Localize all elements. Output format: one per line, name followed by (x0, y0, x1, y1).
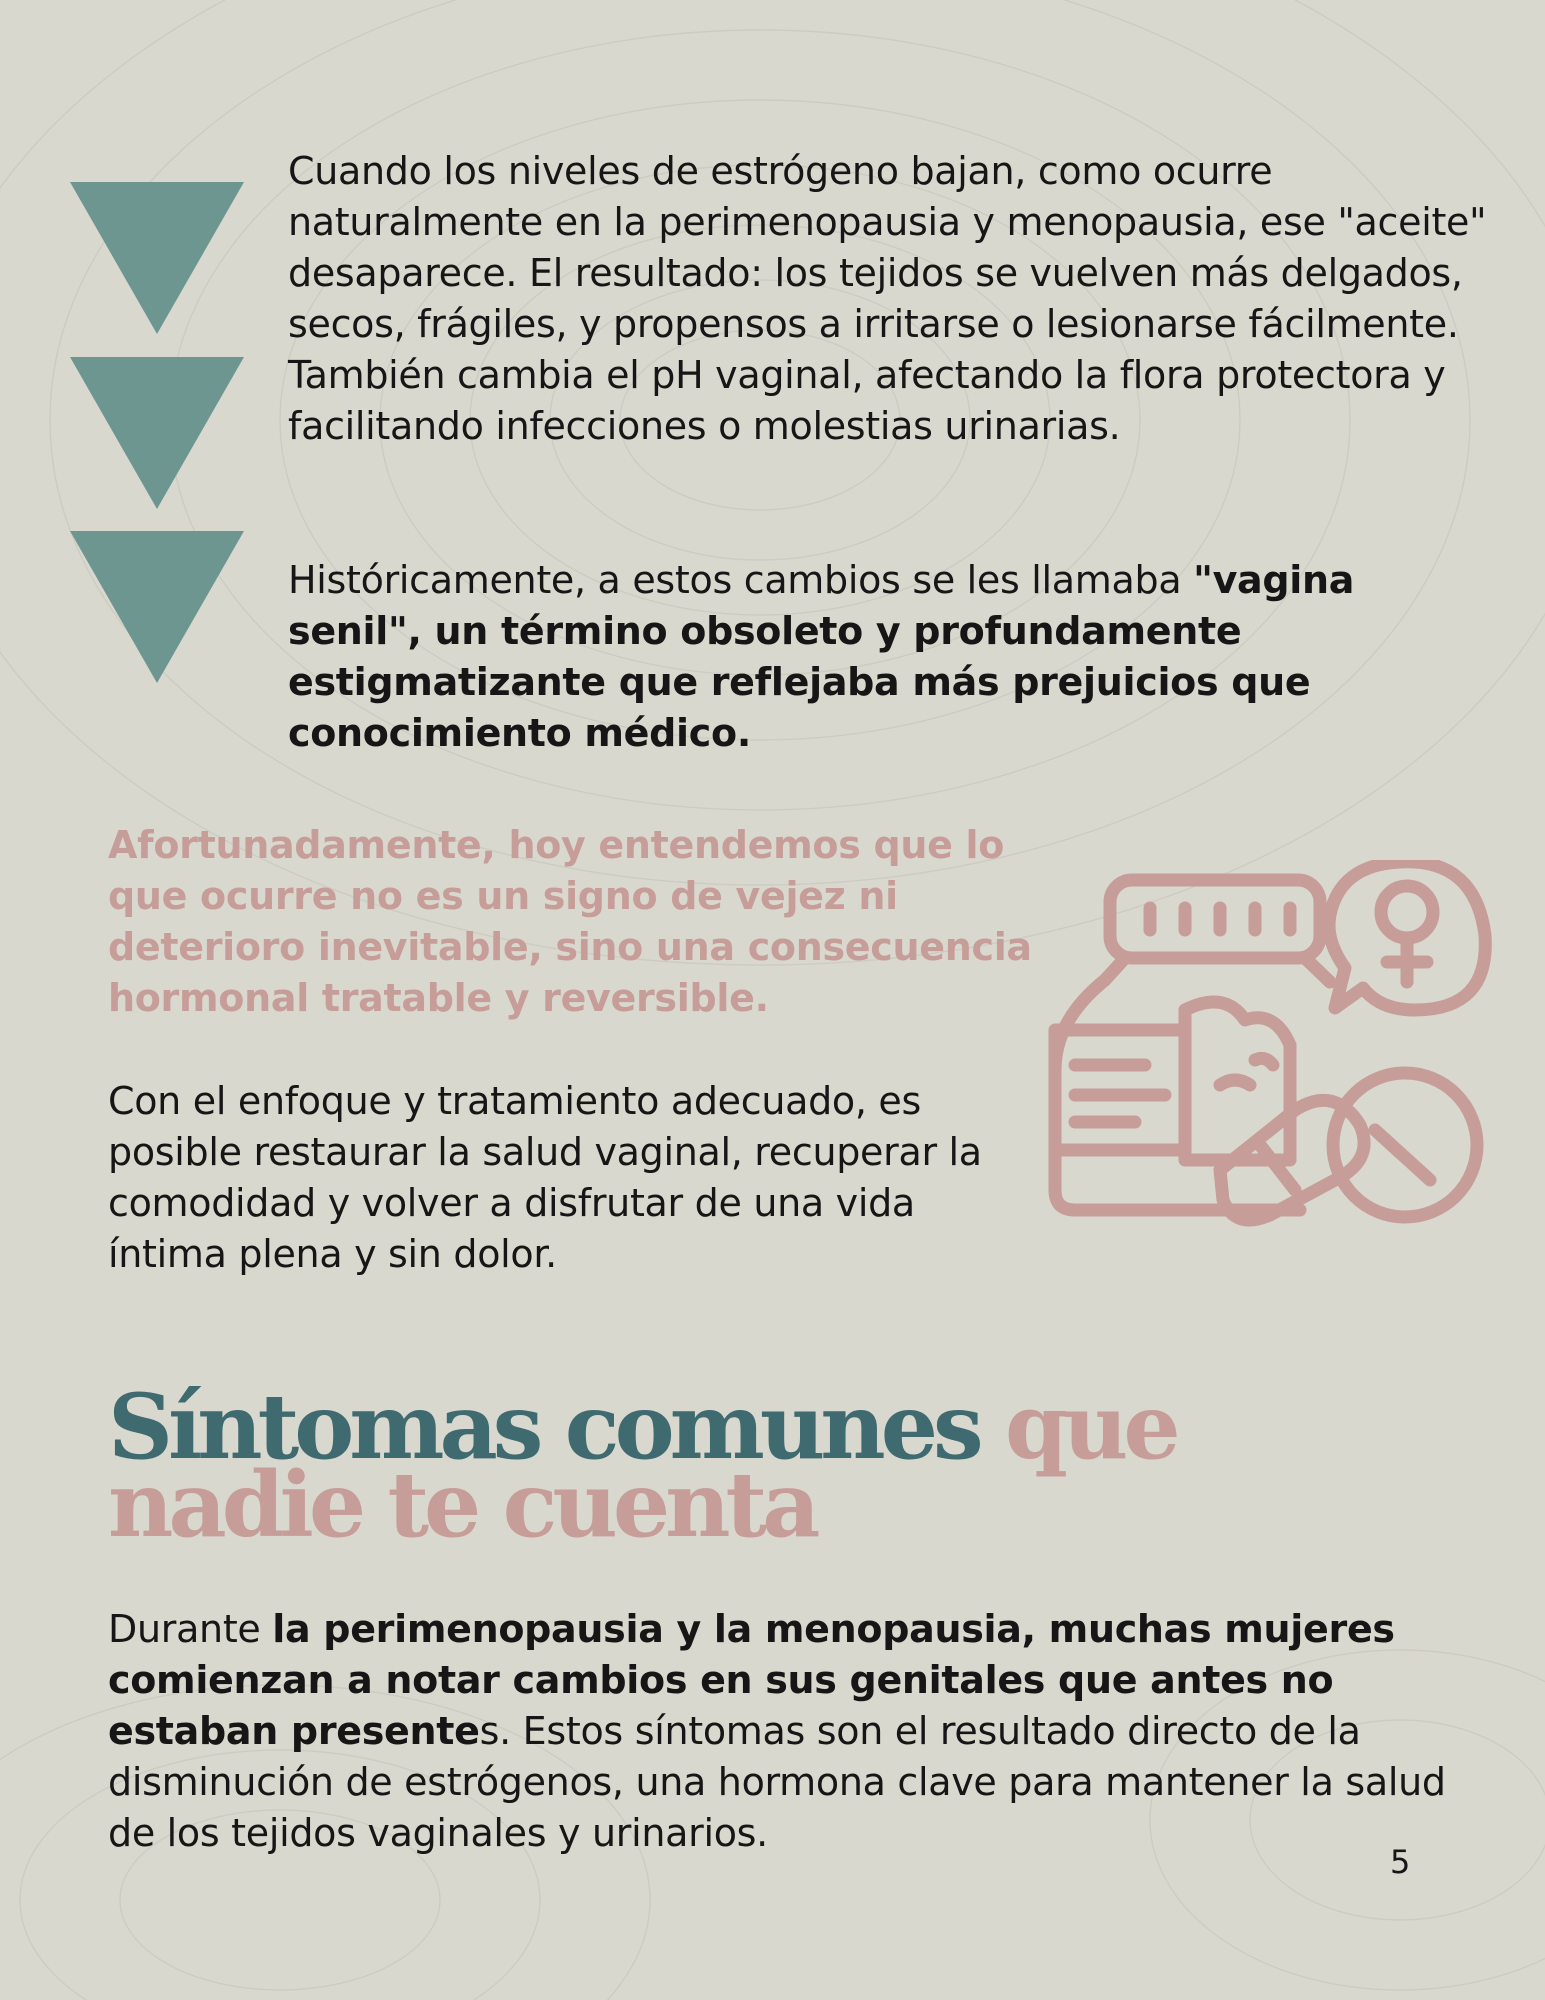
history-paragraph (288, 555, 1438, 759)
highlight-paragraph: Afortunadamente, hoy entendemos que lo que ocurre no es un signo de vejez ni deterioro inevitable, sino una consecuencia hormonal tratable y reversible. (108, 823, 1032, 1020)
down-triangle-icon (70, 357, 244, 509)
down-triangle-icon (70, 182, 244, 334)
history-bold: "vagina senil", un término obsoleto y profundamente estigmatizante que reflejaba más prejuicios que conocimiento médico. (288, 558, 1355, 755)
heading-part-pink: que nadie te cuenta (108, 1374, 1176, 1558)
symptoms-rest: s. Estos síntomas son el resultado directo de la disminución de estrógenos, una hormona clave para mantener la salud de los tejidos vaginales y urinarios. (108, 1709, 1446, 1855)
treatment-paragraph: Con el enfoque y tratamiento adecuado, es posible restaurar la salud vaginal, recuperar la comodidad y volver a disfrutar de una vida íntima plena y sin dolor. (108, 1079, 982, 1276)
history-intro: Históricamente, a estos cambios se les llamaba (288, 558, 1194, 602)
section-heading (108, 1374, 1448, 1558)
page-number: 5 (1390, 1843, 1411, 1881)
estrogen-drop-paragraph: Cuando los niveles de estrógeno bajan, como ocurre naturalmente en la perimenopausia y menopausia, ese "aceite" desaparece. El resultado: los tejidos se vuelven más delgados, secos, frágiles, y propensos a irritarse o lesionarse fácilmente. También cambia el pH vaginal, afectando la flora protectora y facilitando infecciones o molestias urinarias. (288, 149, 1487, 448)
medicine-jar-female-icon (1045, 860, 1497, 1230)
down-triangle-icon (70, 531, 244, 683)
symptoms-bold: la perimenopausia y la menopausia, muchas mujeres comienzan a notar cambios en sus genitales que antes no estaban presente (108, 1607, 1395, 1753)
symptoms-paragraph (108, 1604, 1468, 1859)
symptoms-intro: Durante (108, 1607, 273, 1651)
heading-part-teal: Síntomas comunes (108, 1374, 979, 1480)
